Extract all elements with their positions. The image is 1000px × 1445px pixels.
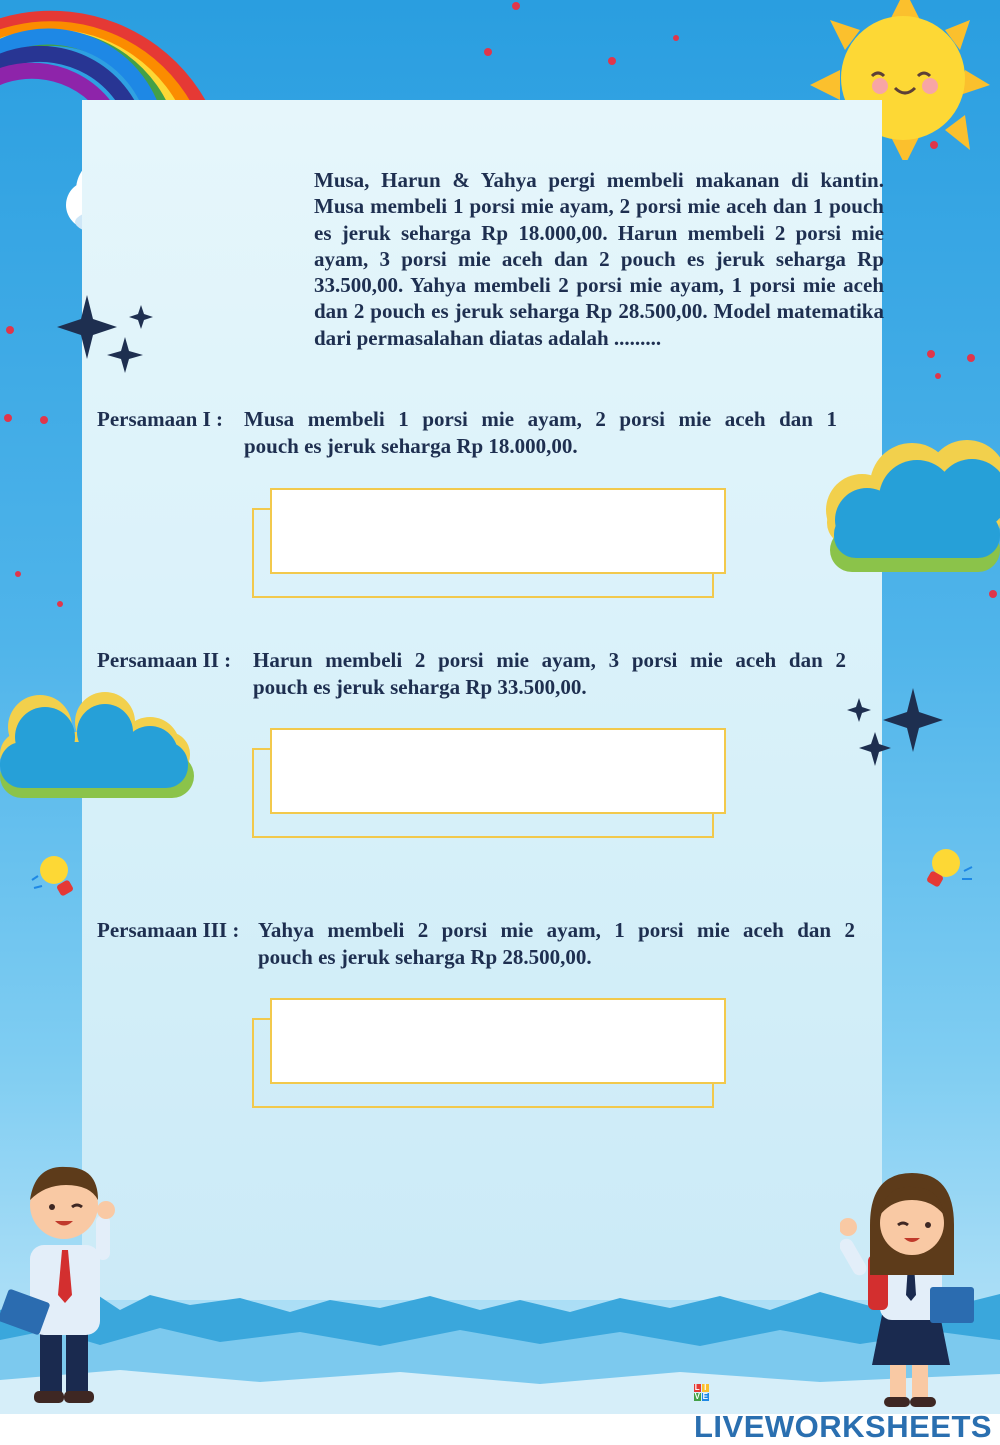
cloud-icon [0,692,200,807]
equation-1 [97,406,857,466]
liveworksheets-logo [694,1373,1000,1445]
sparkle-icon [55,295,155,380]
equation-description [244,406,837,460]
equation-line-1: Harun membeli 2 porsi mie ayam, 3 porsi mie aceh dan 2 [253,648,846,672]
equation-label: Persamaan I : [97,407,223,431]
problem-statement: Musa, Harun & Yahya pergi membeli makanan di kantin. Musa membeli 1 porsi mie ayam, 2 porsi mie aceh dan 1 pouch es jeruk seharga Rp 18.000,00. Harun membeli 2 porsi mie ayam, 3 porsi mie aceh dan 2 pouch es jeruk seharga Rp 33.500,00. Yahya membeli 2 porsi mie ayam, 1 porsi mie aceh dan 2 pouch es jeruk seharga Rp 28.500,00. Model matematika dari permasalahan diatas adalah ......... [314,168,884,350]
answer-box-1 [252,488,730,574]
equation-line-1: Yahya membeli 2 porsi mie ayam, 1 porsi mie aceh dan 2 [258,918,855,942]
sparkle-icon [845,686,945,771]
equation-label: Persamaan III : [97,918,240,942]
boy-student-icon [0,1155,130,1410]
equation-label: Persamaan II : [97,648,232,672]
equation-line-2: pouch es jeruk seharga Rp 18.000,00. [244,434,578,458]
live-badge: L IV E [694,1382,709,1401]
lightbulb-icon [30,850,82,902]
equation-description [258,917,855,971]
equation-line-2: pouch es jeruk seharga Rp 33.500,00. [253,675,587,699]
equation-3 [97,917,867,977]
answer-box-2 [252,728,730,814]
equation-description [253,647,846,701]
answer-input-2[interactable] [276,752,700,794]
equation-line-2: pouch es jeruk seharga Rp 28.500,00. [258,945,592,969]
answer-input-1[interactable] [276,512,700,554]
lightbulb-icon [920,843,976,895]
answer-input-3[interactable] [276,1022,700,1064]
equation-line-1: Musa membeli 1 porsi mie ayam, 2 porsi mie aceh dan 1 [244,407,837,431]
answer-box-3 [252,998,730,1084]
brand-name: LIVEWORKSHEETS [694,1409,993,1444]
equation-2 [97,647,857,707]
